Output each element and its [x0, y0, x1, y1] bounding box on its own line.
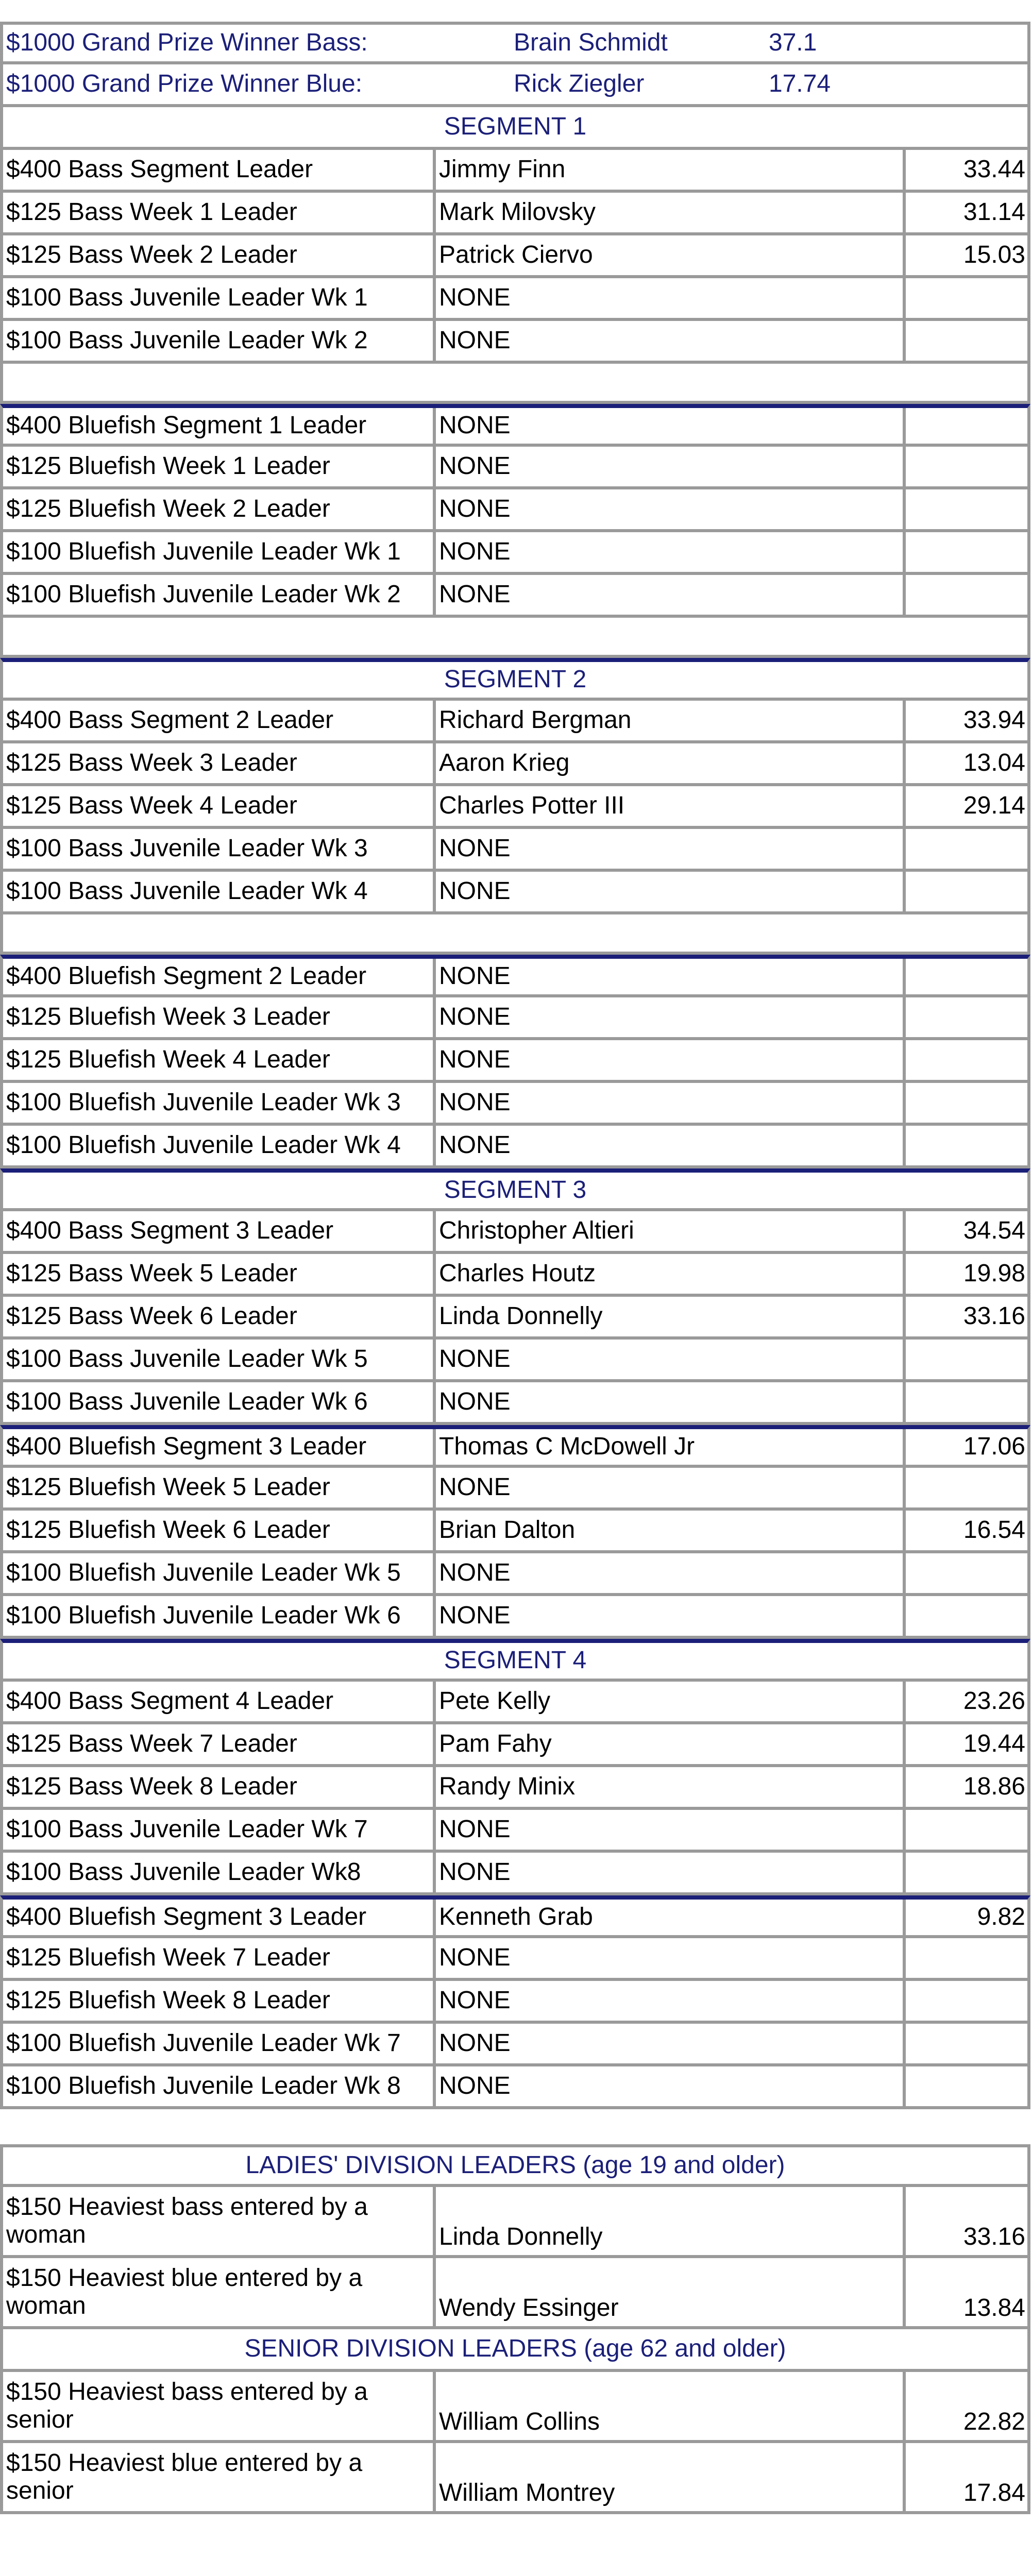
prize-label: $100 Bluefish Juvenile Leader Wk 5	[3, 1553, 436, 1593]
table-row	[0, 829, 1030, 872]
prize-label: $100 Bass Juvenile Leader Wk 5	[3, 1340, 436, 1379]
leader-name: William Collins	[436, 2372, 906, 2440]
table-row	[0, 489, 1030, 532]
prize-label: $125 Bluefish Week 5 Leader	[3, 1468, 436, 1507]
prize-label: $125 Bass Week 1 Leader	[3, 193, 436, 232]
leader-name: Linda Donnelly	[436, 2187, 906, 2255]
leader-name: NONE	[436, 1810, 906, 1850]
leader-weight: 23.26	[963, 1687, 1025, 1715]
leader-name: NONE	[436, 321, 906, 361]
leader-weight	[906, 408, 1027, 444]
leader-name: NONE	[436, 1981, 906, 2021]
table-row	[0, 404, 1030, 447]
table-row	[0, 1382, 1030, 1425]
prize-label: $150 Heaviest bass entered by a woman	[3, 2187, 436, 2255]
table-row	[0, 1511, 1030, 1553]
leader-name: NONE	[436, 489, 906, 529]
leader-name: NONE	[436, 575, 906, 615]
prize-label: $400 Bass Segment 4 Leader	[3, 1682, 436, 1721]
leader-weight	[906, 1553, 1027, 1593]
leader-name: NONE	[436, 1126, 906, 1165]
prize-label: $125 Bass Week 2 Leader	[3, 235, 436, 275]
grand-prize-row	[0, 22, 1030, 64]
table-row	[0, 1126, 1030, 1168]
segment-header	[0, 658, 1030, 701]
leader-weight: 33.16	[963, 1302, 1025, 1330]
prize-label: $100 Bass Juvenile Leader Wk 2	[3, 321, 436, 361]
grand-prize-label: $1000 Grand Prize Winner Blue:	[6, 70, 363, 98]
prize-label: $400 Bass Segment Leader	[3, 150, 436, 190]
table-row	[0, 1254, 1030, 1297]
leader-name: Jimmy Finn	[436, 150, 906, 190]
leader-name: Thomas C McDowell Jr	[436, 1429, 906, 1465]
grand-prize-weight: 37.1	[769, 29, 817, 57]
leader-name: Kenneth Grab	[436, 1900, 906, 1935]
leader-weight	[906, 829, 1027, 869]
table-row	[0, 2066, 1030, 2109]
prize-label: $400 Bass Segment 3 Leader	[3, 1211, 436, 1251]
grand-prize-label: $1000 Grand Prize Winner Bass:	[6, 29, 368, 57]
grand-prize-winner: Brain Schmidt	[514, 29, 668, 57]
leader-weight	[906, 2024, 1027, 2063]
leader-name: Randy Minix	[436, 1767, 906, 1807]
table-row	[0, 532, 1030, 575]
table-row	[0, 150, 1030, 193]
leader-weight	[906, 1083, 1027, 1123]
prize-label: $125 Bluefish Week 3 Leader	[3, 997, 436, 1037]
leaderboard-table	[0, 22, 1030, 2514]
table-row	[0, 321, 1030, 364]
table-row	[0, 1853, 1030, 1895]
table-row	[0, 1425, 1030, 1468]
prize-label: $400 Bluefish Segment 3 Leader	[3, 1429, 436, 1465]
leader-name: NONE	[436, 1083, 906, 1123]
leader-name: Brian Dalton	[436, 1511, 906, 1550]
table-row	[0, 1938, 1030, 1981]
leader-name: NONE	[436, 1382, 906, 1422]
prize-label: $125 Bass Week 5 Leader	[3, 1254, 436, 1294]
leader-name: Richard Bergman	[436, 701, 906, 740]
table-row	[0, 1340, 1030, 1382]
prize-label: $400 Bluefish Segment 1 Leader	[3, 408, 436, 444]
leader-weight: 33.44	[963, 156, 1025, 183]
leader-name: NONE	[436, 1853, 906, 1892]
leader-weight	[906, 532, 1027, 572]
prize-label: $125 Bluefish Week 1 Leader	[3, 447, 436, 486]
table-row	[0, 575, 1030, 618]
leader-weight: 31.14	[963, 198, 1025, 226]
prize-label: $100 Bass Juvenile Leader Wk 6	[3, 1382, 436, 1422]
leader-weight: 9.82	[977, 1903, 1025, 1931]
leader-name: Pam Fahy	[436, 1724, 906, 1764]
table-row	[0, 872, 1030, 914]
prize-label: $100 Bluefish Juvenile Leader Wk 1	[3, 532, 436, 572]
spacer-row	[0, 618, 1030, 658]
prize-label: $400 Bluefish Segment 3 Leader	[3, 1900, 436, 1935]
leader-weight: 33.94	[963, 706, 1025, 734]
table-row	[0, 2372, 1030, 2443]
prize-label: $100 Bluefish Juvenile Leader Wk 3	[3, 1083, 436, 1123]
leader-weight	[906, 1810, 1027, 1850]
prize-label: $100 Bluefish Juvenile Leader Wk 4	[3, 1126, 436, 1165]
segment-title: SEGMENT 1	[444, 113, 587, 141]
leader-weight: 19.44	[963, 1730, 1025, 1758]
leader-name: Aaron Krieg	[436, 743, 906, 783]
leader-name: NONE	[436, 1040, 906, 1080]
leader-name: NONE	[436, 408, 906, 444]
table-row	[0, 278, 1030, 321]
table-row	[0, 1981, 1030, 2024]
prize-label: $125 Bluefish Week 8 Leader	[3, 1981, 436, 2021]
leader-name: Charles Houtz	[436, 1254, 906, 1294]
segment-title: SEGMENT 3	[444, 1176, 587, 1204]
leader-name: NONE	[436, 1340, 906, 1379]
table-row	[0, 447, 1030, 489]
leader-name: NONE	[436, 1596, 906, 1636]
division-header	[0, 2144, 1030, 2187]
leader-weight	[906, 489, 1027, 529]
leader-weight	[906, 1340, 1027, 1379]
prize-label: $125 Bass Week 6 Leader	[3, 1297, 436, 1336]
prize-label: $100 Bluefish Juvenile Leader Wk 6	[3, 1596, 436, 1636]
leader-weight	[906, 2066, 1027, 2106]
table-row	[0, 1810, 1030, 1853]
leader-name: NONE	[436, 1553, 906, 1593]
leader-name: Linda Donnelly	[436, 1297, 906, 1336]
segment-header	[0, 1639, 1030, 1682]
prize-label: $100 Bass Juvenile Leader Wk 4	[3, 872, 436, 911]
table-row	[0, 1468, 1030, 1511]
prize-label: $150 Heaviest bass entered by a senior	[3, 2372, 436, 2440]
prize-label: $125 Bass Week 4 Leader	[3, 786, 436, 826]
leader-name: NONE	[436, 278, 906, 318]
prize-label: $125 Bass Week 3 Leader	[3, 743, 436, 783]
table-row	[0, 786, 1030, 829]
prize-label: $125 Bluefish Week 2 Leader	[3, 489, 436, 529]
prize-label: $100 Bluefish Juvenile Leader Wk 8	[3, 2066, 436, 2106]
segment-header	[0, 1168, 1030, 1211]
table-row	[0, 1040, 1030, 1083]
table-row	[0, 1767, 1030, 1810]
prize-label: $125 Bass Week 7 Leader	[3, 1724, 436, 1764]
segment-title: SEGMENT 2	[444, 666, 587, 693]
leader-name: Wendy Essinger	[436, 2258, 906, 2326]
prize-label: $125 Bluefish Week 4 Leader	[3, 1040, 436, 1080]
division-title: LADIES' DIVISION LEADERS (age 19 and older)	[245, 2151, 785, 2179]
leader-weight	[906, 959, 1027, 994]
leader-name: Patrick Ciervo	[436, 235, 906, 275]
leader-weight	[906, 321, 1027, 361]
prize-label: $150 Heaviest blue entered by a woman	[3, 2258, 436, 2326]
leader-weight	[906, 872, 1027, 911]
table-row	[0, 2443, 1030, 2514]
leader-weight: 17.06	[963, 1433, 1025, 1461]
prize-label: $100 Bluefish Juvenile Leader Wk 7	[3, 2024, 436, 2063]
leader-name: NONE	[436, 1938, 906, 1978]
leader-name: NONE	[436, 959, 906, 994]
leader-weight	[906, 447, 1027, 486]
leader-weight: 29.14	[963, 792, 1025, 820]
table-row	[0, 743, 1030, 786]
prize-label: $100 Bass Juvenile Leader Wk8	[3, 1853, 436, 1892]
leader-weight: 17.84	[963, 2479, 1025, 2507]
table-row	[0, 1211, 1030, 1254]
table-row	[0, 1895, 1030, 1938]
leader-name: Mark Milovsky	[436, 193, 906, 232]
prize-label: $125 Bluefish Week 6 Leader	[3, 1511, 436, 1550]
prize-label: $400 Bass Segment 2 Leader	[3, 701, 436, 740]
table-row	[0, 1682, 1030, 1724]
leader-name: Christopher Altieri	[436, 1211, 906, 1251]
leader-weight: 18.86	[963, 1773, 1025, 1801]
spacer-row	[0, 914, 1030, 955]
leader-weight: 22.82	[963, 2408, 1025, 2436]
spacer-row	[0, 364, 1030, 404]
leader-weight: 13.04	[963, 749, 1025, 777]
leader-weight: 19.98	[963, 1260, 1025, 1287]
grand-prize-winner: Rick Ziegler	[514, 70, 645, 98]
prize-label: $100 Bass Juvenile Leader Wk 1	[3, 278, 436, 318]
spacer-gap	[0, 2109, 1030, 2144]
leader-weight	[906, 1040, 1027, 1080]
leader-name: Charles Potter III	[436, 786, 906, 826]
leader-weight	[906, 1596, 1027, 1636]
leader-name: NONE	[436, 997, 906, 1037]
prize-label: $100 Bass Juvenile Leader Wk 3	[3, 829, 436, 869]
prize-label: $150 Heaviest blue entered by a senior	[3, 2443, 436, 2511]
table-row	[0, 1724, 1030, 1767]
leader-weight	[906, 278, 1027, 318]
leader-name: NONE	[436, 532, 906, 572]
table-row	[0, 2187, 1030, 2258]
table-row	[0, 701, 1030, 743]
leader-name: NONE	[436, 2066, 906, 2106]
table-row	[0, 955, 1030, 997]
table-row	[0, 193, 1030, 235]
leader-name: NONE	[436, 829, 906, 869]
table-row	[0, 235, 1030, 278]
table-row	[0, 1553, 1030, 1596]
grand-prize-weight: 17.74	[769, 70, 831, 98]
leader-weight	[906, 1981, 1027, 2021]
table-row	[0, 1596, 1030, 1639]
leader-name: NONE	[436, 1468, 906, 1507]
table-row	[0, 2024, 1030, 2066]
leader-weight: 33.16	[963, 2223, 1025, 2251]
prize-label: $125 Bass Week 8 Leader	[3, 1767, 436, 1807]
leader-weight	[906, 1853, 1027, 1892]
leader-name: Pete Kelly	[436, 1682, 906, 1721]
leader-name: NONE	[436, 2024, 906, 2063]
leader-name: NONE	[436, 447, 906, 486]
leader-weight	[906, 1382, 1027, 1422]
leader-weight	[906, 997, 1027, 1037]
leader-name: William Montrey	[436, 2443, 906, 2511]
prize-label: $100 Bass Juvenile Leader Wk 7	[3, 1810, 436, 1850]
leader-weight: 34.54	[963, 1217, 1025, 1245]
table-row	[0, 1083, 1030, 1126]
leader-weight	[906, 1938, 1027, 1978]
table-row	[0, 997, 1030, 1040]
leader-weight	[906, 575, 1027, 615]
grand-prize-row	[0, 64, 1030, 107]
leader-weight: 16.54	[963, 1516, 1025, 1544]
division-header	[0, 2329, 1030, 2372]
table-row	[0, 1297, 1030, 1340]
leader-weight	[906, 1468, 1027, 1507]
segment-header	[0, 107, 1030, 150]
prize-label: $125 Bluefish Week 7 Leader	[3, 1938, 436, 1978]
leader-weight: 13.84	[963, 2294, 1025, 2322]
table-row	[0, 2258, 1030, 2329]
prize-label: $100 Bluefish Juvenile Leader Wk 2	[3, 575, 436, 615]
prize-label: $400 Bluefish Segment 2 Leader	[3, 959, 436, 994]
leader-weight	[906, 1126, 1027, 1165]
segment-title: SEGMENT 4	[444, 1647, 587, 1674]
leader-weight: 15.03	[963, 241, 1025, 269]
division-title: SENIOR DIVISION LEADERS (age 62 and older)	[244, 2335, 786, 2363]
leader-name: NONE	[436, 872, 906, 911]
